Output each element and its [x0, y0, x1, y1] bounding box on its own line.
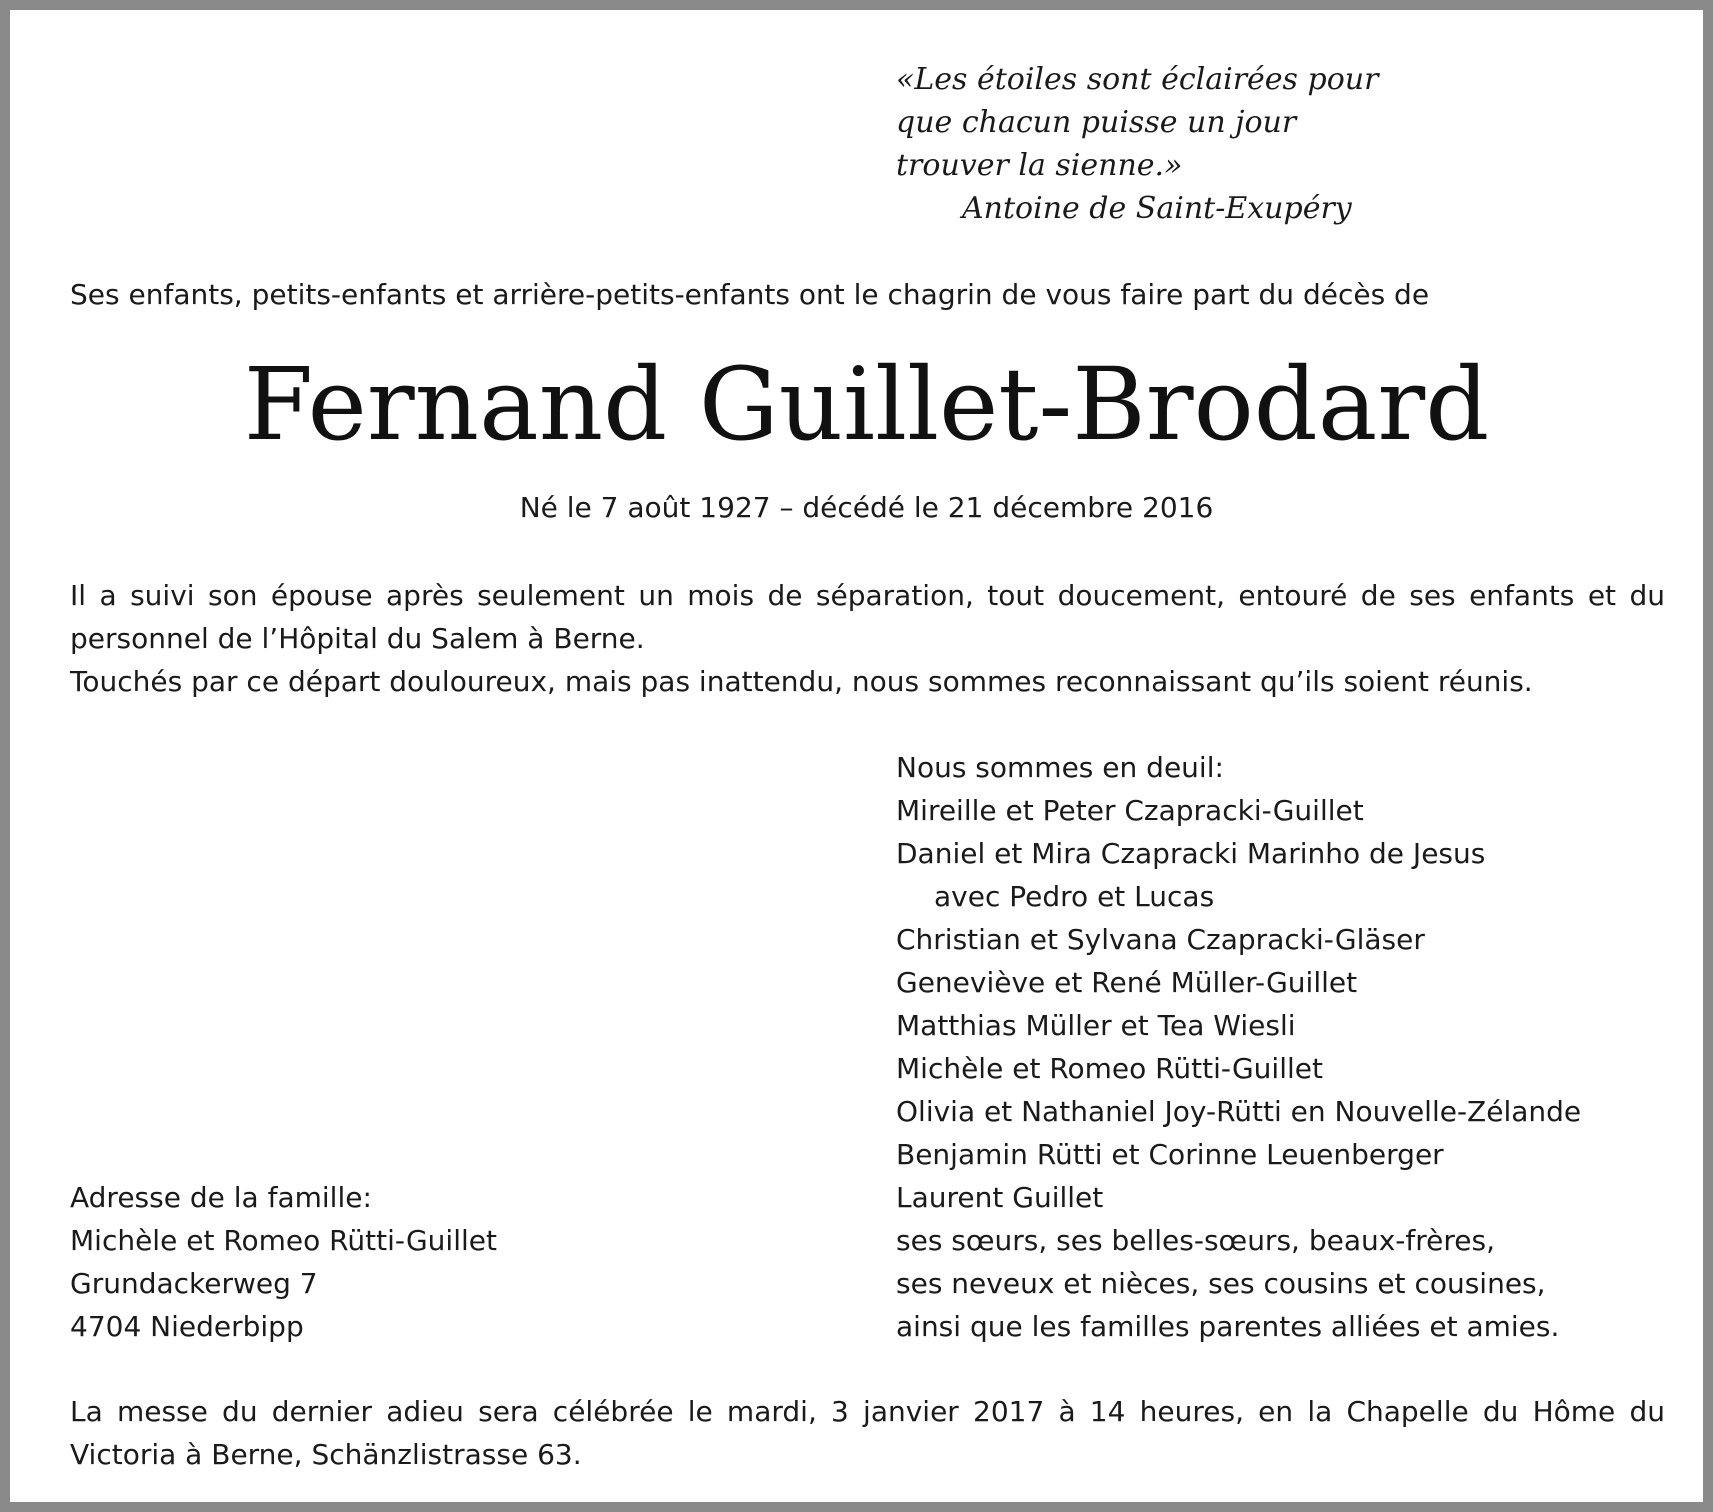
mourner-line: Laurent Guillet: [896, 1181, 1104, 1214]
mourner-line: Christian et Sylvana Czapracki-Gläser: [896, 923, 1425, 956]
mourners-heading: Nous sommes en deuil:: [896, 751, 1224, 784]
mourner-line: ainsi que les familles parentes alliées et amies.: [896, 1310, 1560, 1343]
mourner-line: ses sœurs, ses belles-sœurs, beaux-frères,: [896, 1224, 1496, 1257]
mourner-line: Matthias Müller et Tea Wiesli: [896, 1009, 1296, 1042]
family-address: [70, 1176, 497, 1348]
quote-line: trouver la sienne.»: [896, 148, 1183, 183]
mourner-line: Olivia et Nathaniel Joy-Rütti en Nouvelle-Zélande: [896, 1095, 1582, 1128]
quote-line: «Les étoiles sont éclairées pour: [896, 62, 1379, 97]
address-heading: Adresse de la famille:: [70, 1181, 372, 1214]
quote-author: Antoine de Saint-Exupéry: [962, 191, 1352, 226]
mourner-line: Daniel et Mira Czapracki Marinho de Jesus: [896, 837, 1486, 870]
mourner-line: Michèle et Romeo Rütti-Guillet: [896, 1052, 1323, 1085]
mass-line: La messe du dernier adieu sera célébrée le mardi, 3 janvier 2017 à 14 heures, en la Chapelle du Hôme du: [70, 1395, 1665, 1428]
mourner-line: Mireille et Peter Czapracki-Guillet: [896, 794, 1364, 827]
mass-line: Victoria à Berne, Schänzlistrasse 63.: [70, 1438, 582, 1471]
address-line: Grundackerweg 7: [70, 1267, 318, 1300]
announcement-intro: Ses enfants, petits-enfants et arrière-petits-enfants ont le chagrin de vous faire part du décès de: [70, 278, 1430, 311]
tribute-paragraph: Il a suivi son épouse après seulement un mois de séparation, tout doucement, entouré de ses enfants et du personnel de l’Hôpital du Salem à Berne.: [70, 579, 1665, 655]
life-dates: Né le 7 août 1927 – décédé le 21 décembre 2016: [519, 491, 1214, 524]
funeral-mass-info: [70, 1390, 1665, 1476]
quote-line: que chacun puisse un jour: [896, 105, 1297, 140]
mourner-line: Geneviève et René Müller-Guillet: [896, 966, 1358, 999]
mourner-line: ses neveux et nièces, ses cousins et cousines,: [896, 1267, 1546, 1300]
deceased-name: Fernand Guillet-Brodard: [243, 346, 1490, 463]
mourner-line: Benjamin Rütti et Corinne Leuenberger: [896, 1138, 1444, 1171]
tribute-paragraph: Touchés par ce départ douloureux, mais pas inattendu, nous sommes reconnaissant qu’ils soient réunis.: [70, 665, 1533, 698]
address-line: 4704 Niederbipp: [70, 1310, 304, 1343]
epigraph-quote: [896, 58, 1378, 230]
address-line: Michèle et Romeo Rütti-Guillet: [70, 1224, 497, 1257]
mourner-line: avec Pedro et Lucas: [934, 880, 1215, 913]
tribute-text: [70, 574, 1665, 703]
mourners-list: [896, 746, 1581, 1348]
